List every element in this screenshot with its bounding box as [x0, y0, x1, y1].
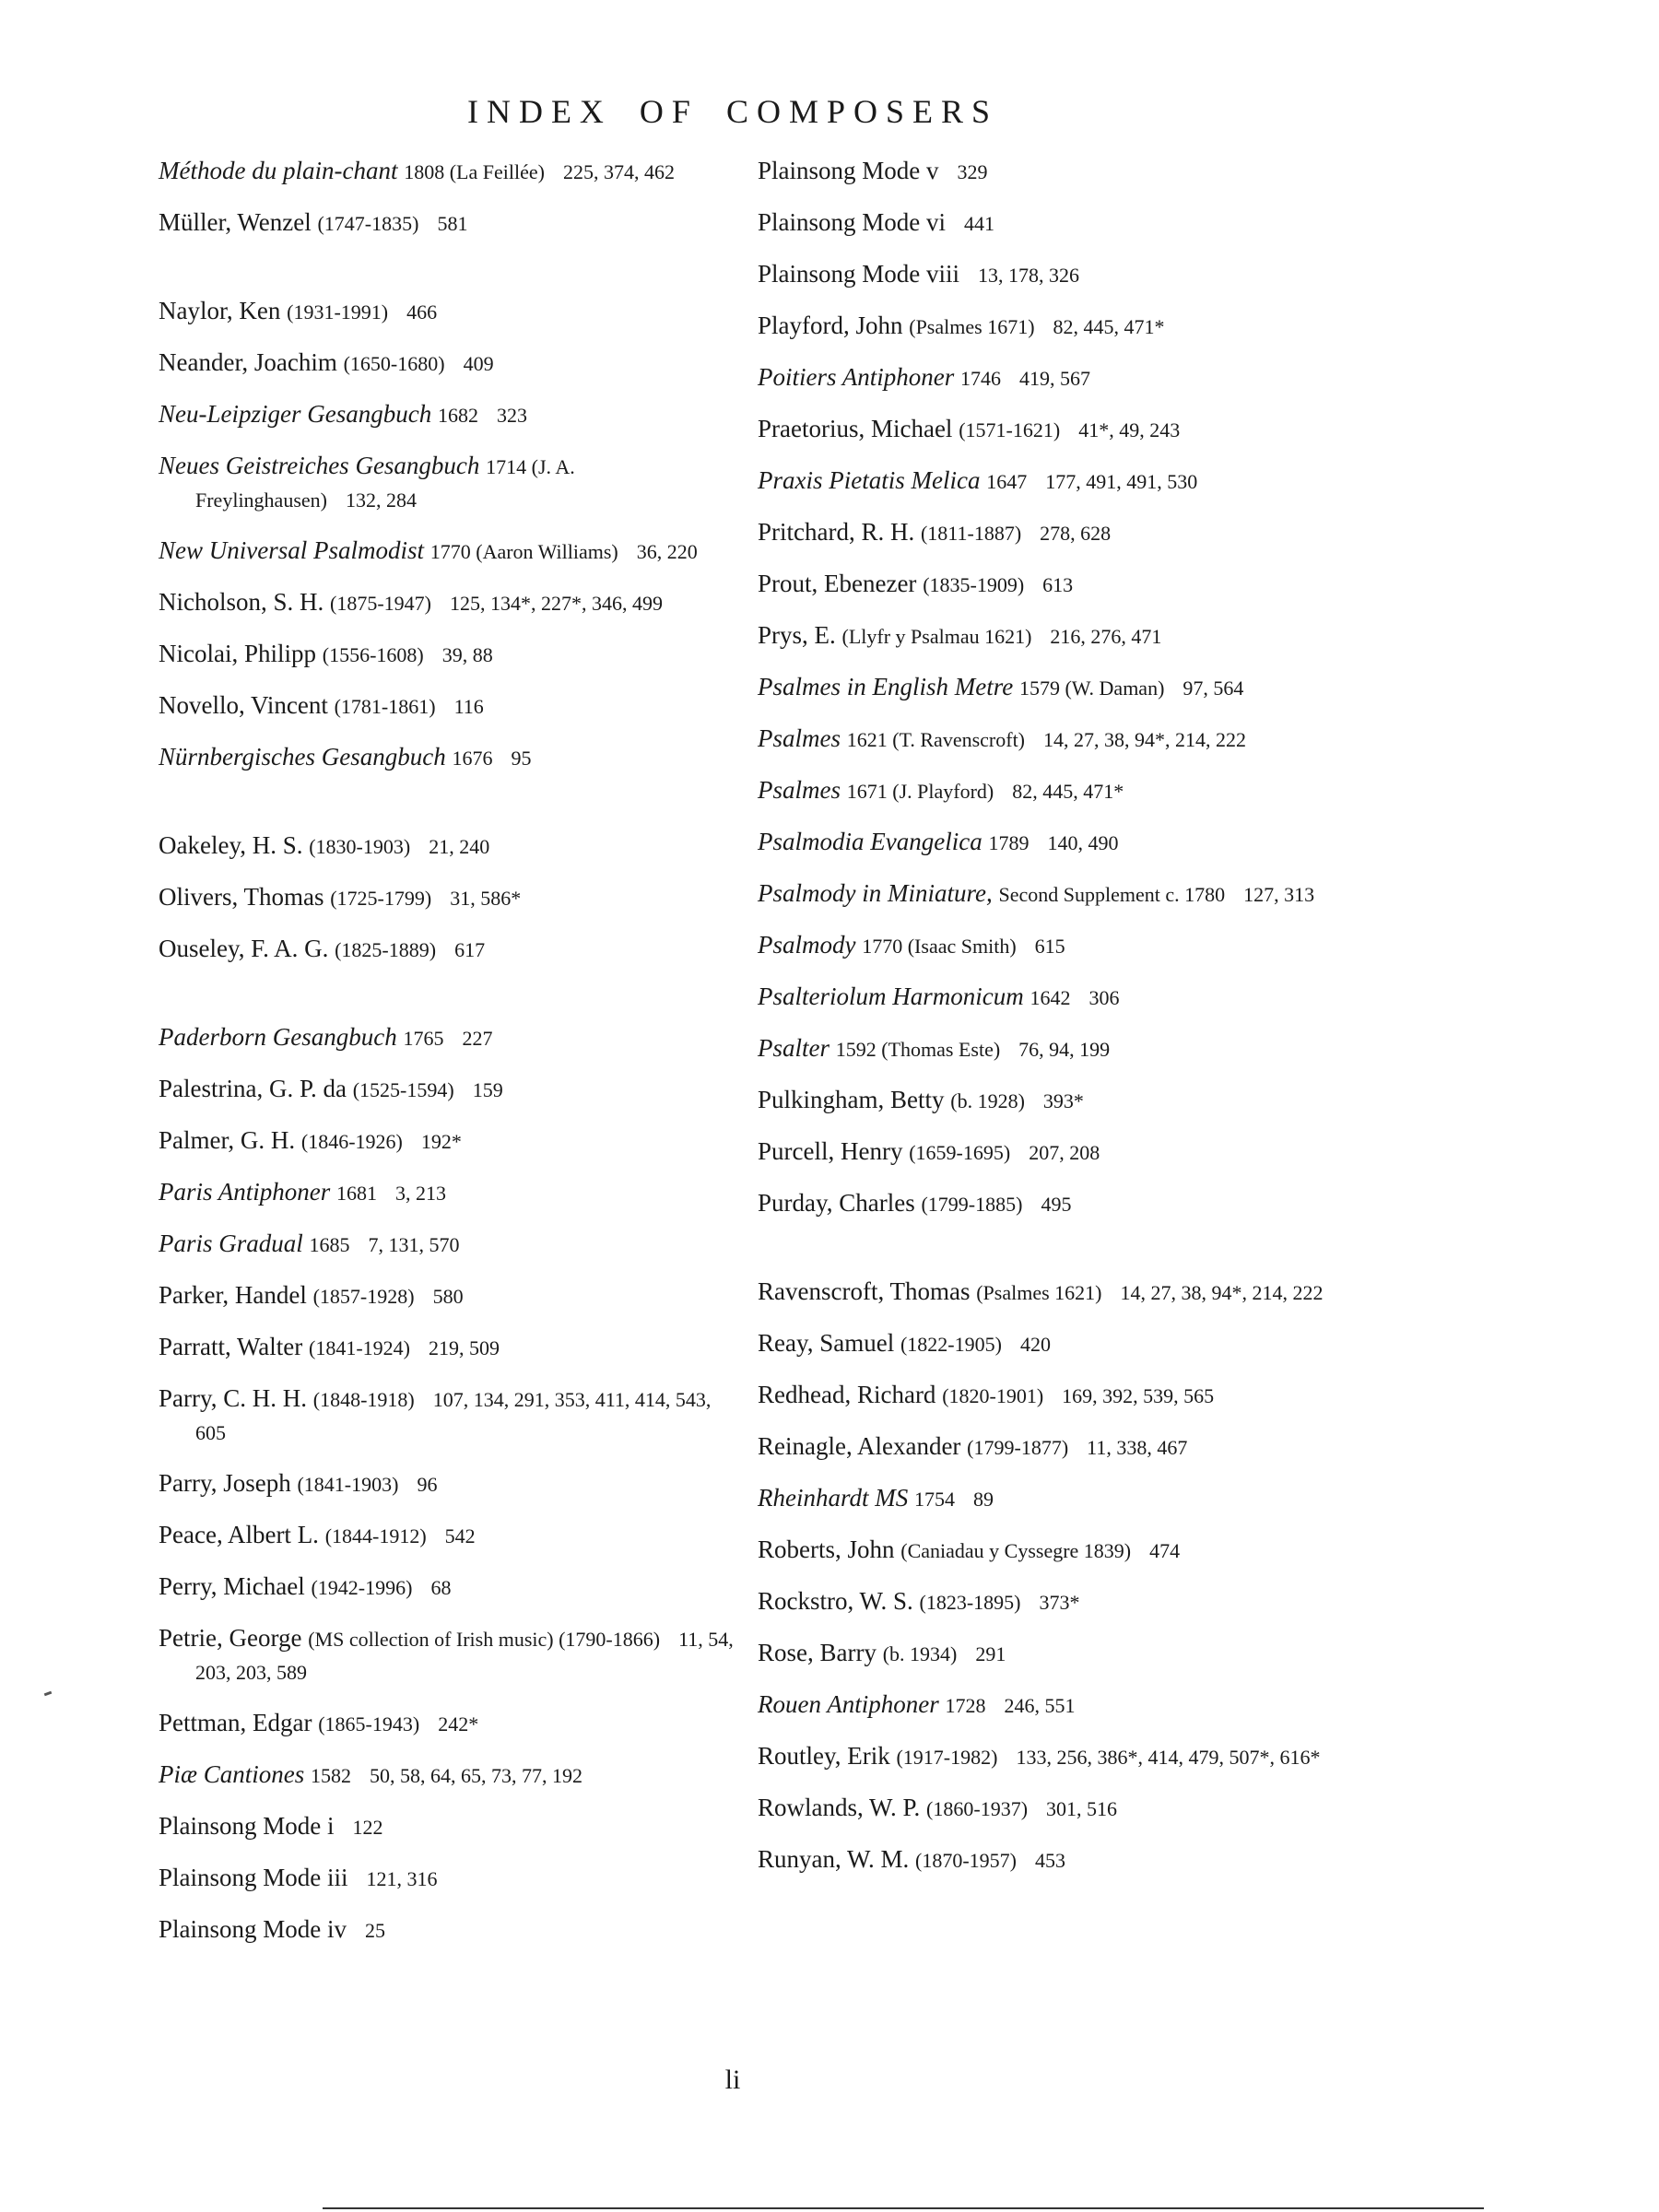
- entry-title-work: New Universal Psalmodist: [159, 536, 424, 564]
- entry-name: Perry, Michael: [159, 1572, 305, 1600]
- entry-name: Neander, Joachim: [159, 348, 337, 376]
- index-entry: [159, 450, 735, 516]
- entry-hymn-numbers: 133, 256, 386*, 414, 479, 507*, 616*: [1016, 1746, 1321, 1769]
- entry-name: Petrie, George: [159, 1624, 302, 1652]
- index-entry: [159, 206, 735, 240]
- index-entry: [159, 933, 735, 966]
- index-entry: [159, 1331, 735, 1364]
- entry-hymn-numbers: 301, 516: [1046, 1797, 1118, 1820]
- entry-annotation: (1917-1982): [896, 1746, 998, 1769]
- entry-hymn-numbers: 82, 445, 471*: [1053, 315, 1165, 338]
- index-entry: [758, 413, 1334, 446]
- index-entry: [758, 206, 1334, 240]
- index-entry: [159, 1021, 735, 1054]
- entry-name: Palestrina, G. P. da: [159, 1075, 347, 1102]
- entry-name: Pettman, Edgar: [159, 1709, 312, 1736]
- entry-title-work: Piæ Cantiones: [159, 1760, 305, 1788]
- index-entry: [758, 1534, 1334, 1567]
- entry-hymn-numbers: 617: [454, 938, 486, 961]
- entry-annotation: 1685: [309, 1233, 350, 1256]
- index-entry: [159, 881, 735, 914]
- entry-annotation: 1579 (W. Daman): [1018, 677, 1165, 700]
- entry-annotation: (1781-1861): [334, 695, 436, 718]
- index-entry: [159, 741, 735, 774]
- entry-name: Müller, Wenzel: [159, 208, 312, 236]
- entry-name: Parry, Joseph: [159, 1469, 291, 1497]
- entry-name: Parker, Handel: [159, 1281, 307, 1309]
- entry-annotation: 1592 (Thomas Este): [835, 1038, 1001, 1061]
- entry-hymn-numbers: 97, 564: [1182, 677, 1244, 700]
- index-entry: [758, 465, 1334, 498]
- entry-annotation: (1830-1903): [309, 835, 411, 858]
- entry-hymn-numbers: 13, 178, 326: [978, 264, 1080, 287]
- entry-hymn-numbers: 242*: [438, 1712, 479, 1735]
- entry-title-work: Praxis Pietatis Melica: [758, 466, 981, 494]
- entry-name: Rockstro, W. S.: [758, 1587, 913, 1615]
- entry-hymn-numbers: 7, 131, 570: [368, 1233, 460, 1256]
- entry-title-work: Psalmes in English Metre: [758, 673, 1014, 700]
- entry-annotation: (1848-1918): [312, 1388, 415, 1411]
- entry-hymn-numbers: 169, 392, 539, 565: [1062, 1384, 1215, 1407]
- index-entry: [159, 1571, 735, 1604]
- index-entry: [758, 1327, 1334, 1360]
- entry-hymn-numbers: 41*, 49, 243: [1078, 418, 1181, 441]
- entry-hymn-numbers: 495: [1041, 1193, 1072, 1216]
- index-entry: [758, 258, 1334, 291]
- entry-title-work: Psalmes: [758, 724, 841, 752]
- entry-name: Plainsong Mode i: [159, 1812, 335, 1840]
- entry-annotation: (MS collection of Irish music) (1790-1866): [308, 1628, 661, 1651]
- entry-annotation: Second Supplement c. 1780: [998, 883, 1226, 906]
- entry-hymn-numbers: 159: [472, 1078, 503, 1101]
- entry-hymn-numbers: 11, 54, 203, 203, 589: [195, 1628, 734, 1684]
- left-column: [159, 155, 735, 1965]
- entry-name: Playford, John: [758, 312, 903, 339]
- entry-hymn-numbers: 291: [975, 1642, 1006, 1665]
- entry-hymn-numbers: 82, 445, 471*: [1012, 780, 1124, 803]
- entry-hymn-numbers: 76, 94, 199: [1018, 1038, 1111, 1061]
- entry-hymn-numbers: 393*: [1042, 1089, 1084, 1112]
- entry-annotation: (1650-1680): [343, 352, 445, 375]
- entry-name: Pulkingham, Betty: [758, 1086, 945, 1113]
- index-entry: [159, 1759, 735, 1792]
- entry-hymn-numbers: 409: [463, 352, 494, 375]
- entry-hymn-numbers: 95: [511, 747, 532, 770]
- entry-annotation: (1525-1594): [352, 1078, 454, 1101]
- entry-annotation: 1808 (La Feillée): [404, 160, 545, 183]
- entry-hymn-numbers: 219, 509: [429, 1336, 500, 1359]
- index-entry: [758, 826, 1334, 859]
- entry-annotation: (1659-1695): [909, 1141, 1011, 1164]
- entry-hymn-numbers: 615: [1034, 935, 1065, 958]
- entry-name: Oakeley, H. S.: [159, 831, 303, 859]
- index-entry: [159, 1382, 735, 1449]
- entry-hymn-numbers: 116: [453, 695, 484, 718]
- entry-annotation: (1857-1928): [312, 1285, 415, 1308]
- entry-annotation: (1841-1924): [309, 1336, 410, 1359]
- entry-annotation: 1582: [311, 1764, 352, 1787]
- index-entry: [758, 1585, 1334, 1618]
- index-entry: [159, 830, 735, 863]
- index-entry: [758, 155, 1334, 188]
- entry-title-work: Neu-Leipziger Gesangbuch: [159, 400, 432, 428]
- index-entry: [159, 535, 735, 568]
- entry-annotation: (1822-1905): [900, 1333, 1002, 1356]
- index-entry: [758, 774, 1334, 807]
- entry-hymn-numbers: 21, 240: [429, 835, 490, 858]
- index-entry: [159, 1176, 735, 1209]
- index-entry: [159, 398, 735, 431]
- entry-hymn-numbers: 132, 284: [345, 488, 417, 512]
- entry-annotation: (Psalmes 1621): [976, 1281, 1102, 1304]
- entry-annotation: (b. 1928): [950, 1089, 1025, 1112]
- entry-hymn-numbers: 122: [352, 1816, 383, 1839]
- index-entry: [159, 155, 735, 188]
- index-entry: [159, 295, 735, 328]
- index-entry: [758, 1843, 1334, 1877]
- entry-annotation: (1747-1835): [317, 212, 419, 235]
- entry-hymn-numbers: 306: [1088, 986, 1120, 1009]
- entry-name: Plainsong Mode iii: [159, 1864, 348, 1891]
- index-entry: [758, 877, 1334, 911]
- entry-name: Pritchard, R. H.: [758, 518, 915, 546]
- entry-annotation: 1728: [945, 1694, 986, 1717]
- entry-annotation: (1875-1947): [330, 592, 431, 615]
- entry-name: Plainsong Mode vi: [758, 208, 947, 236]
- entry-annotation: (1860-1937): [926, 1797, 1029, 1820]
- entry-name: Ouseley, F. A. G.: [159, 935, 329, 962]
- entry-name: Reay, Samuel: [758, 1329, 895, 1357]
- index-entry: [758, 1430, 1334, 1464]
- entry-annotation: 1676: [452, 747, 493, 770]
- entry-hymn-numbers: 14, 27, 38, 94*, 214, 222: [1043, 728, 1247, 751]
- entry-title-work: Psalteriolum Harmonicum: [758, 982, 1024, 1010]
- entry-annotation: (1844-1912): [324, 1524, 427, 1547]
- entry-annotation: 1770 (Isaac Smith): [862, 935, 1017, 958]
- index-entry: [758, 723, 1334, 756]
- index-entry: [758, 929, 1334, 962]
- index-entry: [758, 619, 1334, 653]
- entry-annotation: 1754: [913, 1488, 955, 1511]
- index-entry: [758, 516, 1334, 549]
- entry-annotation: (1799-1885): [921, 1193, 1023, 1216]
- entry-annotation: (1823-1895): [919, 1591, 1021, 1614]
- entry-annotation: 1746: [960, 367, 1001, 390]
- entry-annotation: 1642: [1030, 986, 1071, 1009]
- entry-hymn-numbers: 127, 313: [1243, 883, 1315, 906]
- entry-name: Rowlands, W. P.: [758, 1794, 921, 1821]
- index-entry: [159, 1622, 735, 1688]
- entry-annotation: 1789: [988, 831, 1030, 854]
- entry-annotation: (1870-1957): [915, 1849, 1018, 1872]
- entry-hymn-numbers: 453: [1035, 1849, 1066, 1872]
- entry-name: Plainsong Mode iv: [159, 1915, 347, 1943]
- entry-name: Parratt, Walter: [159, 1333, 303, 1360]
- entry-hymn-numbers: 373*: [1039, 1591, 1080, 1614]
- entry-hymn-numbers: 278, 628: [1040, 522, 1112, 545]
- entry-title-work: Psalmody: [758, 931, 856, 959]
- entry-name: Reinagle, Alexander: [758, 1432, 961, 1460]
- entry-title-work: Paderborn Gesangbuch: [159, 1023, 397, 1051]
- entry-hymn-numbers: 125, 134*, 227*, 346, 499: [450, 592, 663, 615]
- index-entry: [159, 638, 735, 671]
- entry-name: Nicolai, Philipp: [159, 640, 316, 667]
- entry-hymn-numbers: 246, 551: [1004, 1694, 1076, 1717]
- entry-annotation: (1825-1889): [335, 938, 437, 961]
- entry-annotation: (1725-1799): [330, 887, 432, 910]
- index-entry: [758, 1482, 1334, 1515]
- entry-hymn-numbers: 227: [462, 1027, 493, 1050]
- index-entry: [758, 981, 1334, 1014]
- entry-hymn-numbers: 225, 374, 462: [562, 160, 675, 183]
- entry-name: Peace, Albert L.: [159, 1521, 319, 1548]
- entry-hymn-numbers: 441: [964, 212, 995, 235]
- index-entry: [758, 1032, 1334, 1065]
- index-entry: [159, 586, 735, 619]
- scan-speck: [44, 1691, 53, 1697]
- entry-hymn-numbers: 50, 58, 64, 65, 73, 77, 192: [370, 1764, 583, 1787]
- page-title: INDEX OF COMPOSERS: [466, 93, 999, 130]
- index-entry: [159, 1228, 735, 1261]
- entry-name: Naylor, Ken: [159, 297, 281, 324]
- entry-hymn-numbers: 68: [430, 1576, 452, 1599]
- entry-name: Palmer, G. H.: [159, 1126, 296, 1154]
- entry-hymn-numbers: 420: [1019, 1333, 1051, 1356]
- entry-annotation: 1765: [403, 1027, 444, 1050]
- entry-name: Prys, E.: [758, 621, 836, 649]
- index-entry: [159, 1467, 735, 1500]
- index-entry: [159, 1810, 735, 1843]
- entry-name: Olivers, Thomas: [159, 883, 324, 911]
- entry-annotation: (1799-1877): [967, 1436, 1069, 1459]
- index-entry: [159, 1279, 735, 1312]
- entry-title-work: Neues Geistreiches Gesangbuch: [159, 452, 480, 479]
- entry-annotation: (1865-1943): [318, 1712, 420, 1735]
- entry-title-work: Psalmes: [758, 776, 841, 804]
- entry-annotation: 1647: [986, 470, 1028, 493]
- entry-hymn-numbers: 39, 88: [441, 643, 493, 666]
- entry-name: Parry, C. H. H.: [159, 1384, 307, 1412]
- entry-name: Rose, Barry: [758, 1639, 877, 1666]
- entry-annotation: (1835-1909): [923, 573, 1025, 596]
- entry-annotation: (b. 1934): [882, 1642, 958, 1665]
- entry-annotation: 1671 (J. Playford): [846, 780, 994, 803]
- entry-title-work: Paris Gradual: [159, 1230, 303, 1257]
- entry-annotation: (1931-1991): [287, 300, 389, 324]
- index-entry: [758, 1276, 1334, 1309]
- entry-name: Praetorius, Michael: [758, 415, 953, 442]
- entry-name: Plainsong Mode viii: [758, 260, 960, 288]
- entry-annotation: (1846-1926): [300, 1130, 403, 1153]
- entry-title-work: Nürnbergisches Gesangbuch: [159, 743, 446, 771]
- entry-name: Purcell, Henry: [758, 1137, 903, 1165]
- entry-hymn-numbers: 329: [957, 160, 988, 183]
- entry-annotation: 1621 (T. Ravenscroft): [846, 728, 1026, 751]
- entry-annotation: (1841-1903): [297, 1473, 399, 1496]
- entry-hymn-numbers: 25: [365, 1919, 386, 1942]
- entry-title-work: Méthode du plain-chant: [159, 157, 398, 184]
- entry-title-work: Psalmody in Miniature,: [758, 879, 993, 907]
- index-entry: [159, 347, 735, 380]
- entry-hymn-numbers: 581: [437, 212, 468, 235]
- entry-hymn-numbers: 192*: [420, 1130, 462, 1153]
- entry-annotation: (1820-1901): [942, 1384, 1044, 1407]
- entry-hymn-numbers: 89: [972, 1488, 994, 1511]
- index-entry: [758, 671, 1334, 704]
- entry-hymn-numbers: 474: [1149, 1539, 1181, 1562]
- entry-hymn-numbers: 11, 338, 467: [1087, 1436, 1188, 1459]
- right-column: [758, 155, 1334, 1895]
- entry-name: Nicholson, S. H.: [159, 588, 324, 616]
- index-entry: [758, 1084, 1334, 1117]
- entry-hymn-numbers: 580: [432, 1285, 464, 1308]
- entry-hymn-numbers: 613: [1042, 573, 1074, 596]
- entry-annotation: (1811-1887): [920, 522, 1022, 545]
- entry-annotation: (1571-1621): [959, 418, 1061, 441]
- index-entry: [758, 361, 1334, 394]
- entry-title-work: Paris Antiphoner: [159, 1178, 331, 1206]
- index-entry: [159, 1862, 735, 1895]
- entry-title-work: Psalter: [758, 1034, 830, 1062]
- index-entry: [758, 1637, 1334, 1670]
- entry-hymn-numbers: 107, 134, 291, 353, 411, 414, 543, 605: [195, 1388, 712, 1444]
- index-entry: [159, 1124, 735, 1158]
- index-entry: [758, 1187, 1334, 1220]
- index-entry: [758, 568, 1334, 601]
- entry-hymn-numbers: 3, 213: [395, 1182, 447, 1205]
- index-entry: [159, 1073, 735, 1106]
- page-number: li: [724, 2065, 741, 2095]
- entry-hymn-numbers: 14, 27, 38, 94*, 214, 222: [1120, 1281, 1324, 1304]
- entry-title-work: Rouen Antiphoner: [758, 1690, 939, 1718]
- entry-name: Runyan, W. M.: [758, 1845, 910, 1873]
- entry-name: Roberts, John: [758, 1535, 895, 1563]
- entry-hymn-numbers: 419, 567: [1019, 367, 1090, 390]
- entry-annotation: (Psalmes 1671): [909, 315, 1035, 338]
- entry-hymn-numbers: 31, 586*: [450, 887, 522, 910]
- entry-annotation: (1556-1608): [322, 643, 424, 666]
- entry-hymn-numbers: 36, 220: [636, 540, 698, 563]
- index-entry: [159, 1707, 735, 1740]
- index-entry: [159, 1519, 735, 1552]
- entry-name: Routley, Erik: [758, 1742, 890, 1770]
- entry-name: Novello, Vincent: [159, 691, 328, 719]
- entry-annotation: 1770 (Aaron Williams): [429, 540, 618, 563]
- index-entry: [758, 1135, 1334, 1169]
- index-entry: [758, 1379, 1334, 1412]
- entry-hymn-numbers: 177, 491, 491, 530: [1045, 470, 1198, 493]
- entry-title-work: Poitiers Antiphoner: [758, 363, 955, 391]
- index-entry: [758, 1688, 1334, 1722]
- footer-rule: [323, 2207, 1484, 2209]
- entry-title-work: Rheinhardt MS: [758, 1484, 909, 1512]
- entry-hymn-numbers: 207, 208: [1029, 1141, 1100, 1164]
- entry-name: Plainsong Mode v: [758, 157, 939, 184]
- entry-title-work: Psalmodia Evangelica: [758, 828, 982, 855]
- entry-hymn-numbers: 323: [496, 404, 527, 427]
- entry-annotation: 1682: [437, 404, 478, 427]
- entry-hymn-numbers: 216, 276, 471: [1050, 625, 1162, 648]
- entry-name: Prout, Ebenezer: [758, 570, 917, 597]
- entry-hymn-numbers: 466: [406, 300, 438, 324]
- index-entry: [159, 1913, 735, 1947]
- entry-annotation: (1942-1996): [311, 1576, 413, 1599]
- entry-hymn-numbers: 140, 490: [1047, 831, 1119, 854]
- entry-annotation: (Caniadau y Cyssegre 1839): [900, 1539, 1132, 1562]
- index-entry: [758, 310, 1334, 343]
- entry-name: Purday, Charles: [758, 1189, 915, 1217]
- entry-name: Redhead, Richard: [758, 1381, 936, 1408]
- entry-hymn-numbers: 121, 316: [366, 1867, 438, 1890]
- entry-hymn-numbers: 542: [444, 1524, 476, 1547]
- entry-annotation: (Llyfr y Psalmau 1621): [841, 625, 1032, 648]
- entry-annotation: 1714 (J. A. Freylinghausen): [195, 455, 575, 512]
- entry-hymn-numbers: 96: [417, 1473, 438, 1496]
- entry-annotation: 1681: [336, 1182, 378, 1205]
- index-entry: [758, 1740, 1334, 1773]
- index-entry: [758, 1792, 1334, 1825]
- entry-name: Ravenscroft, Thomas: [758, 1277, 971, 1305]
- index-entry: [159, 689, 735, 723]
